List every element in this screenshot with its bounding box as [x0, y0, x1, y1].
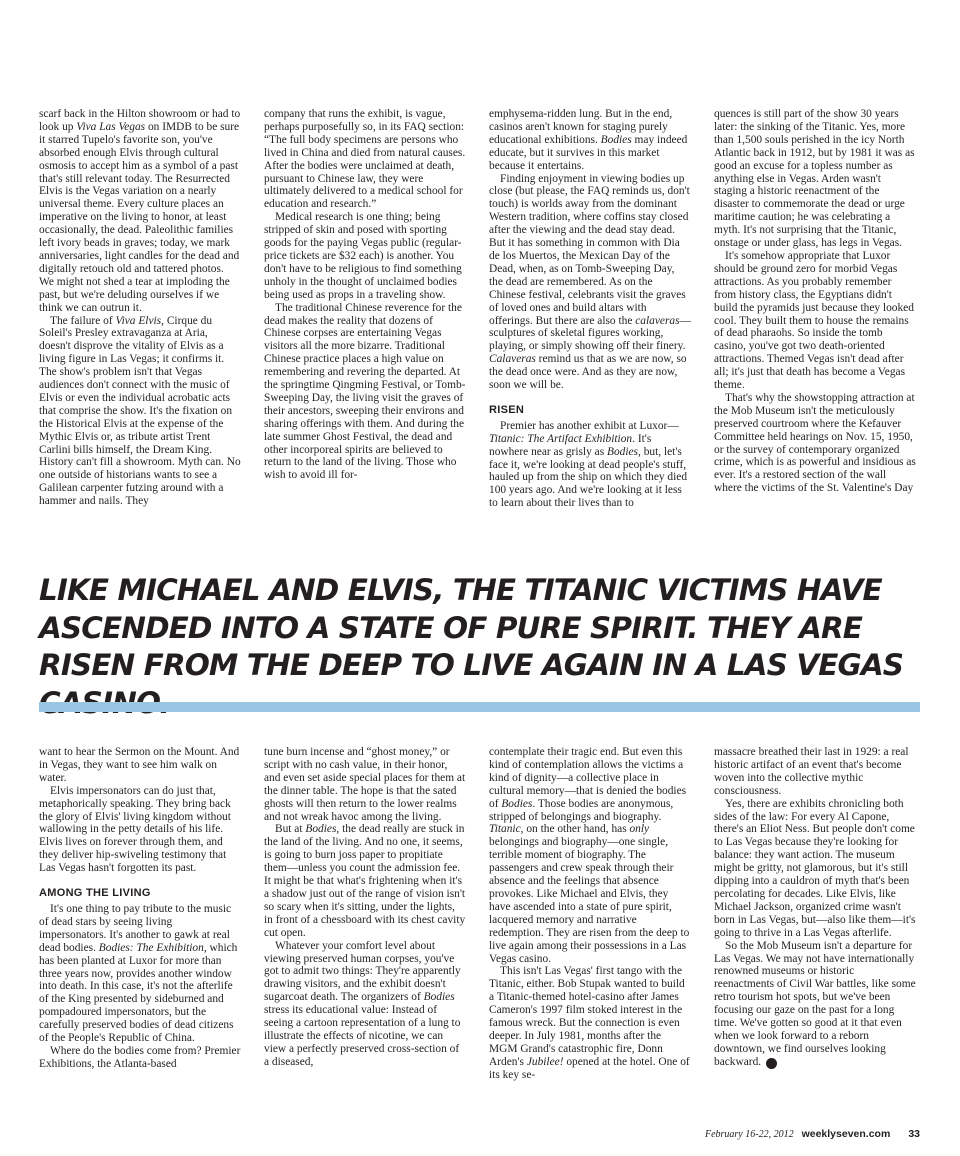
- top-column-3: [489, 108, 691, 510]
- paragraph: Finding enjoyment in viewing bodies up close (but please, the FAQ reminds us, don't touch) is worlds away from the dominant Western tradition, where coffins stay closed after the viewing and the dead stay dead. But it has something in common with Dia de los Muertos, the Mexican Day of the Dead, when, as on Tomb-Sweeping Day, the dead are remembered. As on the Chinese festival, celebrants visit the graves of loved ones and build altars with offerings. But there are also the calaveras—sculptures of skeletal figures working, playing, or simply showing off their finery. Calaveras remind us that as we are now, so the dead once were. And as they are now, soon we will be.: [489, 172, 691, 392]
- accent-bar: [39, 702, 920, 712]
- page-footer: [705, 1128, 920, 1140]
- paragraph: This isn't Las Vegas' first tango with the Titanic, either. Bob Stupak wanted to build a Titanic-themed hotel-casino after James Cameron's 1997 film stoked interest in the famous wreck. But the connection is even deeper. In July 1981, months after the MGM Grand's catastrophic fire, Donn Arden's Jubilee! opened at the hotel. One of its key se-: [489, 965, 690, 1081]
- paragraph: company that runs the exhibit, is vague, perhaps purposefully so, in its FAQ section: “The full body specimens are persons who lived in China and died from natural causes. After the bodies were unclaimed at death, pursuant to Chinese law, they were ultimately delivered to a medical school for education and research.”: [264, 108, 466, 211]
- paragraph: emphysema-ridden lung. But in the end, casinos aren't known for staging purely educational exhibitions. Bodies may indeed educate, but it survives in this market because it entertains.: [489, 108, 688, 172]
- paragraph: contemplate their tragic end. But even this kind of contemplation allows the victims a kind of dignity—a collective place in cultural memory—that is denied the bodies of Bodies. Those bodies are anonymous, stripped of belongings and biography. Titanic, on the other hand, has only belongings and biography—one single, terrible moment of biography. The passengers and crew speak through their absence and the feelings that absence provokes. Like Michael and Elvis, they have ascended into a state of pure spirit, lacquered memory and narrative redemption. They are risen from the deep to live again among their possessions in a Las Vegas casino.: [489, 746, 690, 965]
- bottom-columns: [39, 746, 919, 1082]
- bottom-column-1: [39, 746, 241, 1082]
- section-heading-among-the-living: AMONG THE LIVING: [39, 887, 151, 900]
- paragraph: That's why the showstopping attraction at the Mob Museum isn't the meticulously preserved courtroom where the Kefauver Committee held hearings on Nov. 15, 1950, or the survey of contemporary organized crime, which is as powerful and insidious as ever. It's a restored section of the wall where the victims of the St. Valentine's Day: [714, 391, 916, 495]
- paragraph: Premier has another exhibit at Luxor—Titanic: The Artifact Exhibition. It's nowhere near as grisly as Bodies, but, let's face it, we're looking at dead people's stuff, hauled up from the ship on which they died 100 years ago. And we're looking at it less to learn about their lives than to: [489, 419, 688, 510]
- paragraph: Where do the bodies come from? Premier Exhibitions, the Atlanta-based: [39, 1044, 241, 1070]
- paragraph: Yes, there are exhibits chronicling both sides of the law: For every Al Capone, there's an Eliot Ness. But people don't come to Las Vegas because they're looking for balance: they want action. The museum might be gritty, not glamorous, but it's still dipping into a cauldron of myth that's been percolating for decades. Like Elvis, like Michael Jackson, organized crime wasn't born in Las Vegas, but—also like them—it's going to thrive in a Las Vegas afterlife.: [714, 797, 916, 939]
- top-column-4: [714, 108, 916, 510]
- paragraph: Whatever your comfort level about viewing preserved human corpses, you've got to admit two things: They're apparently drawing visitors, and the exhibit doesn't sugarcoat death. The organizers of Bodies stress its educational value: Instead of seeing a cartoon representation of a lung to illustrate the effects of nicotine, we can view a perfectly preserved cross-section of a diseased,: [264, 939, 461, 1068]
- paragraph: Medical research is one thing; being stripped of skin and posed with sporting goods for the paying Vegas public (regular-price tickets are $32 each) is another. You don't have to be religious to find something unholy in the thought of unclaimed bodies being used as props in a traveling show.: [264, 211, 462, 301]
- bottom-column-2: [264, 746, 466, 1082]
- section-heading-risen: RISEN: [489, 403, 525, 416]
- top-column-2: [264, 108, 466, 510]
- top-columns: [39, 108, 919, 510]
- paragraph: scarf back in the Hilton showroom or had to look up Viva Las Vegas on IMDB to be sure it starred Tupelo's favorite son, you've absorbed enough Elvis through cultural osmosis to accept him as a symbol of a past that's still relevant today. The Resurrected Elvis is the Vegas variation on a nearly universal theme. Every culture places an imperative on the living to honor, at least occasionally, the dead. Paleolithic families left ivory beads in graves; today, we mark anniversaries, light candles for the dead and digitally retouch old and tattered photos. We might not shed a tear at imploding the past, but we're deluding ourselves if we think we can outrun it.: [39, 108, 241, 314]
- paragraph: It's somehow appropriate that Luxor should be ground zero for morbid Vegas attractions. As you probably remember from history class, the Egyptians didn't build the pyramids just because they looked cool. They built them to house the remains of dead pharaohs. So inside the tomb casino, you've got two death-oriented attractions. Themed Vegas isn't dead after all; it's just that death has become a Vegas theme.: [714, 249, 914, 392]
- paragraph: The failure of Viva Elvis, Cirque du Soleil's Presley extravaganza at Aria, doesn't disprove the vitality of Elvis as a living figure in Las Vegas; it confirms it. The show's problem isn't that Vegas audiences don't connect with the music of Elvis or even the individual acrobatic acts that comprise the show. It's the fixation on the Historical Elvis at the expense of the Mythic Elvis or, as tribute artist Trent Carlini bills himself, the Dream King. History can't fill a showroom. Myth can. No one outside of historians wants to see a Galilean carpenter futzing around with a hammer and nails. They: [39, 314, 241, 508]
- paragraph: It's one thing to pay tribute to the music of dead stars by seeing living impersonators. It's another to gawk at real dead bodies. Bodies: The Exhibition, which has been planted at Luxor for more than three years now, provides another window into death. In this case, it's not the afterlife of the King presented by sideburned and pompadoured impersonators, but the carefully preserved bodies of dead citizens of the People's Republic of China.: [39, 902, 238, 1045]
- end-mark-icon: 7: [766, 1058, 777, 1069]
- paragraph: tune burn incense and “ghost money,” or script with no cash value, in their honor, and even set aside special places for them at the dinner table. The hope is that the sated ghosts will then return to the lower realms and not wreak havoc among the living.: [264, 746, 466, 823]
- paragraph: But at Bodies, the dead really are stuck in the land of the living. And no one, it seems, is going to burn joss paper to propitiate them—unless you count the admission fee. It might be that what's frightening when it's a shadow just out of the range of vision isn't so scary when it's sitting, under the lights, in front of a chessboard with its chest cavity cut open.: [264, 823, 466, 939]
- paragraph: So the Mob Museum isn't a departure for Las Vegas. We may not have internationally renowned museums or historic reenactments of Civil War battles, like some retro tourism hot spots, but we've been focusing our gaze on the past for a long time. We've gotten so good at it that even when we look forward to a reborn downtown, we find ourselves looking backward. 7: [714, 939, 916, 1068]
- pull-quote: LIKE MICHAEL AND ELVIS, THE TITANIC VICTIMS HAVE ASCENDED INTO A STATE OF PURE SPIRIT. THEY ARE RISEN FROM THE DEEP TO LIVE AGAIN IN A LAS VEGAS: [39, 573, 904, 682]
- paragraph: The traditional Chinese reverence for the dead makes the reality that dozens of Chinese corpses are entertaining Vegas visitors all the more bizarre. Traditional Chinese practice places a high value on remembering and revering the departed. At the springtime Qingming Festival, or Tomb-Sweeping Day, the living visit the graves of their ancestors, sweeping their environs and sharing offerings with them. And during the late summer Ghost Festival, the dead and other incorporeal spirits are believed to return to the land of the living. Those who wish to avoid ill for-: [264, 301, 466, 482]
- issue-date: February 16-22, 2012: [704, 1129, 794, 1140]
- paragraph: want to hear the Sermon on the Mount. And in Vegas, they want to see him walk on water.: [39, 746, 240, 784]
- website-link[interactable]: weeklyseven.com: [801, 1128, 891, 1140]
- paragraph: quences is still part of the show 30 years later: the sinking of the Titanic. Yes, more than 1,500 souls perished in the icy North Atlantic back in 1912, but by 1981 it was as good an excuse for a topless number as anything else in Vegas. Arden wasn't staging a historic reenactment of the disaster to commemorate the dead or urge maritime caution; he was celebrating a myth. It's not surprising that the Titanic, onstage or under glass, has legs in Vegas.: [714, 108, 915, 250]
- bottom-column-4: [714, 746, 916, 1082]
- bottom-column-3: [489, 746, 691, 1082]
- page-number: 33: [908, 1128, 920, 1140]
- paragraph: massacre breathed their last in 1929: a real historic artifact of an event that's become woven into the collective mythic consciousness.: [714, 746, 909, 797]
- top-column-1: [39, 108, 241, 510]
- paragraph: Elvis impersonators can do just that, metaphorically speaking. They bring back the glory of Elvis' living kingdom without wallowing in the petty details of his life. Elvis lives on forever through them, and they deliver hip-swiveling testimony that Las Vegas hasn't forgotten its past.: [39, 784, 231, 875]
